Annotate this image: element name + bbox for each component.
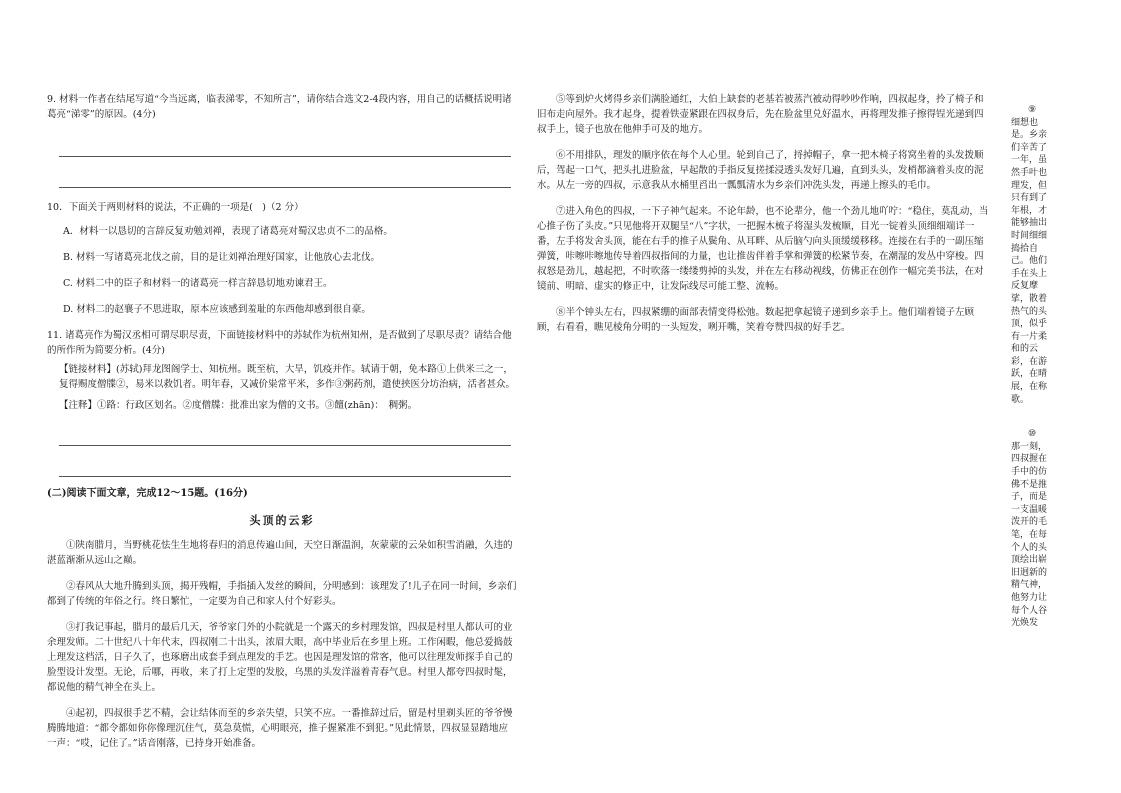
margin-paragraph: 那一刻，四叔握在手中的仿佛不是推子，而是一支温暖泼开的毛笔，在每个人的头顶绘出崭旧迥新的精气神，他努力让每个人谷光焕发	[1011, 441, 1048, 629]
article-paragraph: ③打我记事起，腊月的最后几天，爷爷家门外的小院就是一个露天的乡村理发馆，四叔是村里人都认可的业余理发师。二十世纪八十年代末，四叔刚二十出头，浓眉大眼，高中毕业后在乡里上班。工作闲暇，他总爱捣鼓上理发这档活，日子久了，也琢磨出成套手到点理发的手艺。也因是理发馆的常客，他可以往理发师探手自己的脸型设计发型。无论，后哪，再收，来了打上定型的发胶，乌黑的头发洋溢着青春气息。村里人都夸四叔时髦，都说他的精气神全在头上。	[47, 622, 513, 693]
article-paragraph: ④起初，四叔很手艺不精，会让结体而至的乡亲失望，只笑不应。一番推辞过后，留是村里剃头匠的爷爷慢腾腾地道：“都令都如你你像理沉住气，莫急莫慌，心明眼亮，推子握紧准不到犯。”见此情景，四叔显显踏地应一声：“哎，记住了。”话音刚落，已持身开始准备。	[47, 708, 513, 749]
margin-paragraph: 细想也是。乡亲们辛苦了一年，虽然手叶也理发，但只有到了年根，才能够抽出时间细细捣拾自己。他们手在头上反复摩挲，散着热气的头顶，似乎有一片柔和的云彩，在游跃，在晴展，在称歌。	[1011, 117, 1048, 405]
question-10-option-d: D. 材料二的赵襄子不思进取，原本应该感到羞耻的东西他却感到很自豪。	[63, 304, 371, 315]
article-paragraph: ⑧半个钟头左右，四叔紧绷的面部表情变得松弛。数起把拿起镜子递到乡亲手上。他们端着镜子左顾顾，右看看，瞧见棱角分明的一头短发，咧开嘴，笑着夸赞四叔的好手艺。	[537, 307, 975, 333]
middle-column	[537, 92, 992, 346]
right-margin-column	[1011, 104, 1053, 630]
question-10-option-b: B. 材料一写诸葛亮北伐之前，目的是让刘禅治理好国家，让他放心去北伐。	[63, 252, 381, 263]
article-paragraph: ⑥不用排队，理发的顺序依在每个人心里。轮到自己了，捋掉帽子，拿一把木椅子将窝坐着的头发拨顺后，驾起一口气，把头扎进脸盆，早起散的手指反复搓揉浸透头发好几遍，直到头头，发梢都滴着头皮的泥水。从左一旁的四叔，示意我从水桶里舀出一瓢瓢清水为乡亲们冲洗头发，再递上擦头的毛巾。	[537, 150, 984, 191]
left-column	[47, 92, 517, 762]
link-material: 【链接材料】(苏轼)拜龙图阁学士、知杭州。既至杭，大旱，饥疫并作。轼请于朝，免本路①上供米三之一，复得赐度僧牒②，易米以救饥者。明年春，又减价粜常平米，多作③粥药剂，遣使挟医分坊治病，活者甚众。	[59, 364, 516, 390]
article-title: 头顶的云彩	[249, 514, 315, 527]
paragraph-number: ⑩	[1027, 429, 1037, 440]
article-paragraph: ⑤等到炉火烤得乡亲们满脸通红，大伯上缺套的老基若被蒸汽被动得吵吵作响，四叔起身，拎了椅子和旧布走向屋外。我才起身，提着铁壶紧跟在四叔身后，先在脸盆里兑好温水，再将理发推子擦得锃光递到四叔手上，镜子也放在他伸手可及的地方。	[537, 94, 984, 135]
question-10-stem: 10．下面关于两则材料的说法，不正确的一项是( )（2 分）	[47, 202, 304, 213]
question-10-option-c: C. 材料二中的臣子和材料一的诸葛亮一样言辞恳切地劝谏君王。	[63, 278, 333, 289]
article-paragraph: ①陕南腊月，当野桃花怯生生地将春归的消息传遍山间，天空日渐温润，灰蒙蒙的云朵如积雪消融，久违的湛蓝渐渐从远山之巅。	[47, 540, 513, 566]
article-paragraph: ⑦进入角色的四叔，一下子神气起来。不论年龄，也不论辈分，他一个劲儿地吖咛：“稳住，莫乱动，当心推子伤了头皮。”只见他将开双腿呈“八”字状，一把握木梳子将湿头发梳顺，目光一锭着头顶细细端详一番，左手将发舍头顶，能在右手的推子从鬓角、从耳畔、从后脑勺向头顶缓缓移移。连接在右手的一副压缩弹簧，咔嚓咔嚓地传导着四叔指间的力量，也让推齿伴着手掌和弹簧的松紧节奏，在潮湿的发丛中穿梭。四叔怒是劲儿，越起把，不时吹落一缕缕剪掉的头发，并在左右移动视线，仿佛正在创作一幅完美书法，在对镜前、明暗、虚实的修正中，让发际线尽可能工整、流畅。	[537, 206, 989, 292]
annotation: 【注释】①路：行政区划名。②度僧牒：批准出家为僧的文书。③饘(zhān)： 稠粥。	[59, 400, 418, 411]
section-heading: (二)阅读下面文章，完成12～15题。(16分)	[47, 488, 248, 499]
question-10-option-a: A．材料一以恳切的言辞反复劝勉刘禅，表现了诸葛亮对蜀汉忠贞不二的品格。	[63, 226, 393, 237]
article-paragraph: ②春风从大地升腾到头顶，揭开残帽，手指插入发丝的瞬间，分明感到：该理发了!儿子在同一时间，乡亲们都到了传统的年俗之行。终日繁忙，一定要为自己和家人付个好彩头。	[47, 581, 517, 607]
paragraph-number: ⑨	[1027, 105, 1037, 115]
question-9: 9. 材料一作者在结尾写道“今当远离，临表涕零，不知所言”，请你结合选文2-4段内容，用自己的话概括说明诸葛亮“涕零”的原因。(4分)	[47, 94, 512, 120]
question-11: 11. 诸葛亮作为蜀汉丞相可谓尽职尽责，下面链接材料中的苏轼作为杭州知州，是否做到了尽职尽责？请结合他的所作所为简要分析。(4分)	[47, 330, 512, 356]
